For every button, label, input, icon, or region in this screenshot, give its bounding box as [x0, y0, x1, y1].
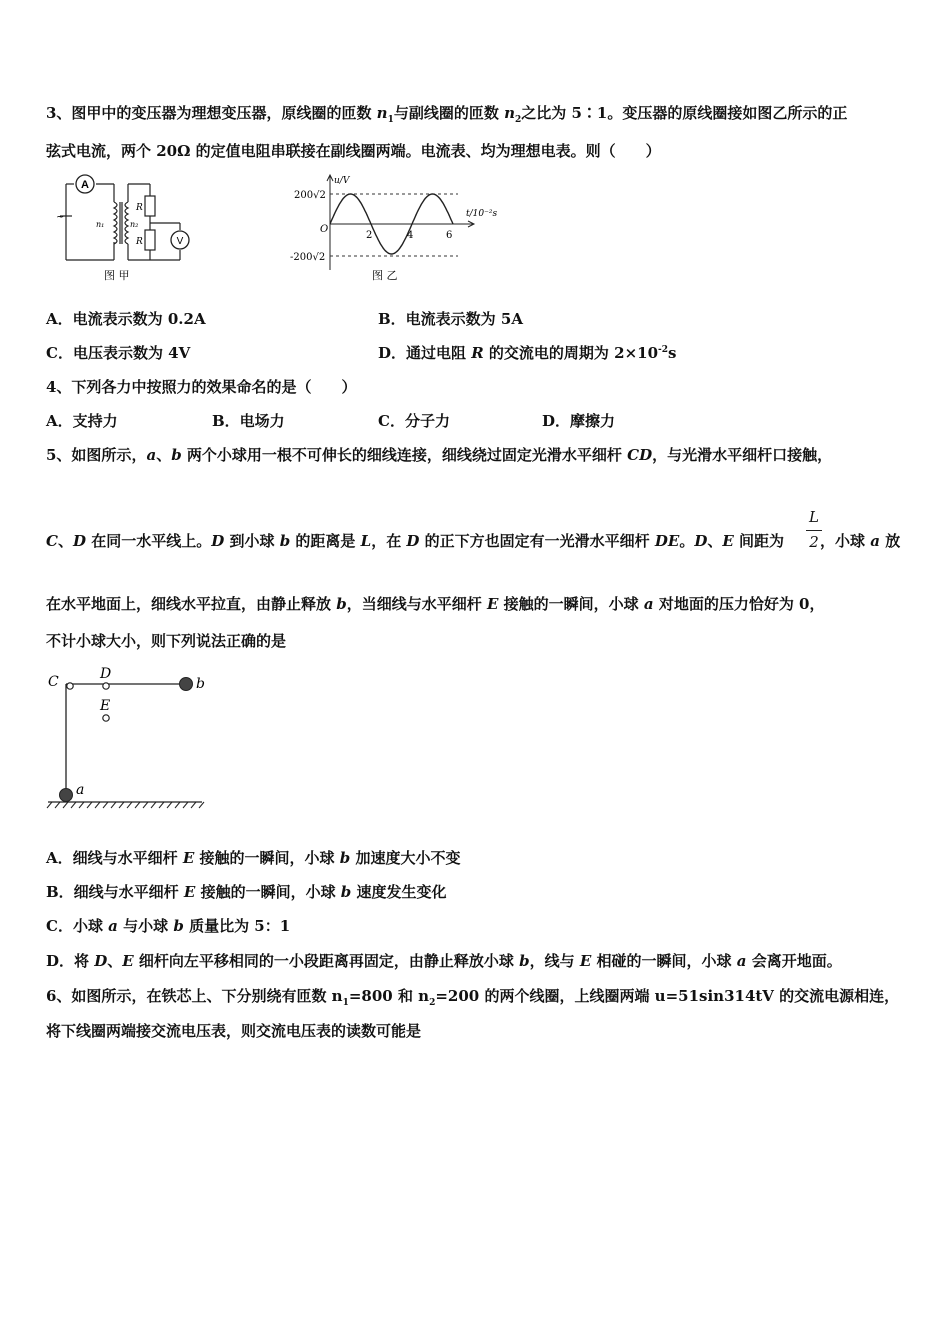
resistor-label-bottom: R	[136, 237, 143, 247]
source-label: ~	[56, 212, 65, 223]
q3-sine-graph	[286, 172, 516, 284]
q3-option-c[interactable]: C．电压表示数为 4V	[46, 344, 191, 362]
ymin-label: -200√2	[290, 252, 326, 263]
resistor-label-top: R	[136, 203, 143, 213]
ball-b-icon	[180, 678, 193, 691]
label-c: C	[48, 674, 59, 690]
label-a: a	[76, 782, 85, 798]
q3-circuit-figure	[52, 172, 202, 284]
q5-option-d[interactable]: D．将 D、E 细杆向左平移相同的一小段距离再固定，由静止释放小球 b，线与 E 相碰的一瞬间，小球 a 会离开地面。	[46, 952, 842, 970]
fraction-numerator: L	[809, 508, 819, 526]
q5-stem-line1: 5、如图所示，a、b 两个小球用一根不可伸长的细线连接，细线绕过固定光滑水平细杆 CD，与光滑水平细杆口接触，	[46, 446, 833, 464]
tick-4: 4	[407, 230, 414, 241]
rod-c-icon	[67, 683, 73, 689]
q4-option-d[interactable]: D．摩擦力	[542, 412, 616, 430]
fraction-denominator: 2	[809, 533, 819, 551]
figure-yi-caption: 图 乙	[372, 269, 398, 282]
ymax-label: 200√2	[294, 190, 326, 201]
x-axis-label: t/10⁻²s	[466, 209, 498, 219]
y-axis-label: u/V	[334, 176, 350, 186]
q5-stem-line2: C、D 在同一水平线上。D 到小球 b 的距离是 L，在 D 的正下方也固定有一光滑水平细杆 DE。D、E 间距为	[46, 532, 785, 550]
label-d: D	[100, 666, 112, 682]
q5-stem-line2-tail: ，小球 a 放	[820, 532, 901, 550]
q5-option-b[interactable]: B．细线与水平细杆 E 接触的一瞬间，小球 b 速度发生变化	[46, 883, 447, 901]
q5-stem-line3: 在水平地面上，细线水平拉直，由静止释放 b，当细线与水平细杆 E 接触的一瞬间，小球 a 对地面的压力恰好为 0，	[46, 595, 825, 613]
rod-d-icon	[103, 683, 109, 689]
n1-label: n₁	[96, 220, 105, 229]
q3-stem-line2: 弦式电流，两个 20Ω 的定值电阻串联接在副线圈两端。电流表、均为理想电表。则（ ）	[46, 142, 661, 160]
voltmeter-label: V	[176, 236, 184, 247]
q4-option-b[interactable]: B．电场力	[212, 412, 285, 430]
q4-option-c[interactable]: C．分子力	[378, 412, 450, 430]
q6-stem-line2: 将下线圈两端接交流电压表，则交流电压表的读数可能是	[46, 1022, 422, 1040]
ball-a-icon	[60, 789, 73, 802]
label-b: b	[196, 676, 205, 692]
origin-label: O	[320, 224, 329, 235]
q3-stem-line1: 3、图甲中的变压器为理想变压器，原线圈的匝数 $n_1$与副线圈的匝数 $n_2$之比为 5∶1。变压器的原线圈接如图乙所示的正	[46, 104, 848, 125]
tick-6: 6	[446, 230, 453, 241]
rod-e-icon	[103, 715, 109, 721]
q3-option-d[interactable]: D．通过电阻 R 的交流电的周期为 $2\times 10^{-2}s$	[378, 344, 677, 362]
tick-2: 2	[366, 230, 373, 241]
q6-stem-line1: 6、如图所示，在铁芯上、下分别绕有匝数 $n_1=800$ 和 $n_2=200$ 的两个线圈，上线圈两端 u=51sin314tV 的交流电源相连，	[46, 987, 900, 1008]
q5-figure	[44, 664, 214, 814]
q4-stem: 4、下列各力中按照力的效果命名的是（ ）	[46, 378, 357, 396]
q3-option-b[interactable]: B．电流表示数为 5A	[378, 310, 523, 328]
label-e: E	[100, 698, 111, 714]
q5-option-c[interactable]: C．小球 a 与小球 b 质量比为 5：1	[46, 917, 291, 935]
q5-stem-line4: 不计小球大小，则下列说法正确的是	[46, 632, 287, 650]
n2-label: n₂	[130, 220, 139, 229]
ammeter-label: A	[81, 179, 89, 191]
q5-option-a[interactable]: A．细线与水平细杆 E 接触的一瞬间，小球 b 加速度大小不变	[46, 849, 461, 867]
q3-option-a[interactable]: A．电流表示数为 0.2A	[46, 310, 206, 328]
q4-option-a[interactable]: A．支持力	[46, 412, 118, 430]
figure-jia-caption: 图 甲	[104, 269, 130, 282]
